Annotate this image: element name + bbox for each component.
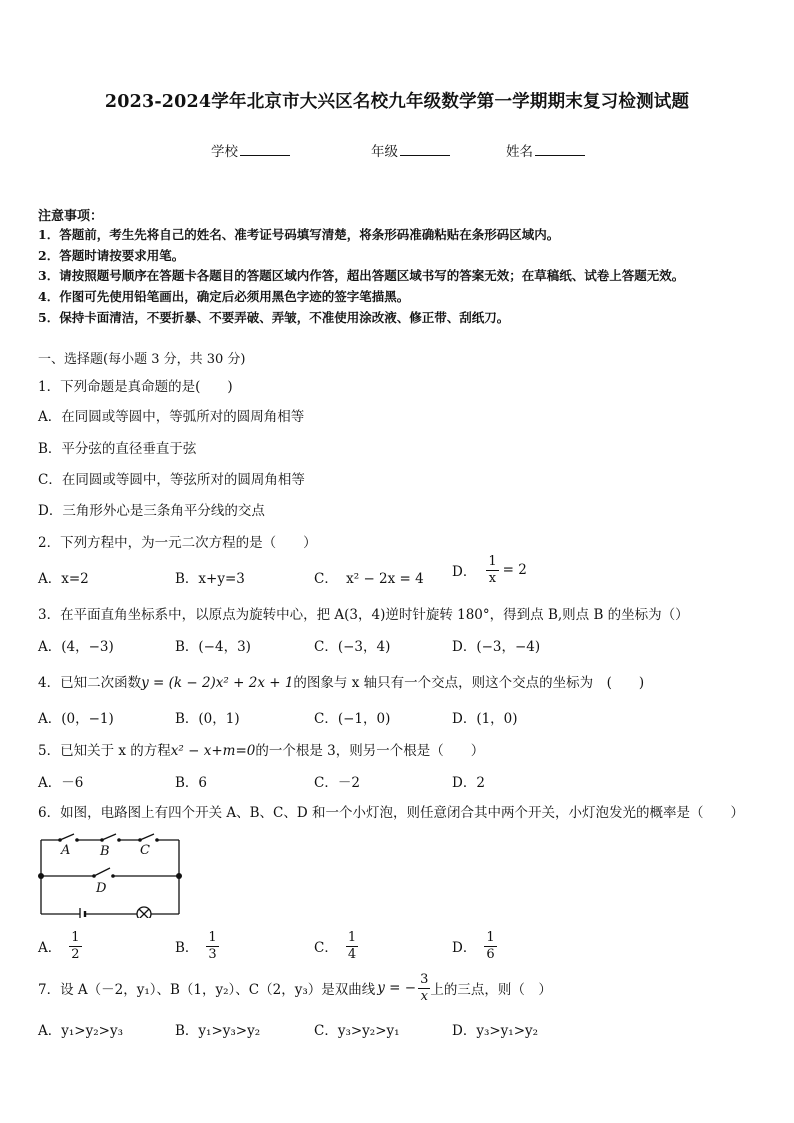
school-blank[interactable] — [240, 143, 290, 156]
option-label: D． — [452, 564, 477, 581]
switch-contact — [58, 838, 62, 842]
stem-text: 4．已知二次函数 — [38, 675, 142, 691]
grade-blank[interactable] — [400, 143, 450, 156]
question-5-option-a[interactable]: A．－6 — [38, 775, 84, 791]
question-5-option-b[interactable]: B．6 — [175, 775, 208, 791]
option-label: A． — [38, 940, 62, 957]
question-3-stem: 3．在平面直角坐标系中，以原点为旋转中心，把 A(3，4)逆时针旋转 180°，得到点 B,则点 B 的坐标为（） — [38, 607, 689, 623]
stem-text: 的一个根是 3，则另一个根是（ ） — [255, 743, 485, 759]
switch-contact — [155, 838, 159, 842]
denominator: 4 — [347, 946, 357, 962]
name-field[interactable] — [506, 140, 585, 160]
fraction — [206, 931, 218, 961]
grade-field[interactable] — [371, 140, 450, 160]
question-4-option-a[interactable]: A．(0，−1) — [38, 711, 114, 727]
question-6-option-a[interactable] — [38, 931, 82, 961]
option-label: C． — [314, 940, 338, 957]
numerator: 1 — [71, 930, 80, 945]
note-item: 1．答题前，考生先将自己的姓名、准考证号码填写清楚，将条形码准确粘贴在条形码区域内。 — [38, 227, 560, 242]
note-item: 2．答题时请按要求用笔。 — [38, 248, 185, 263]
fraction — [418, 973, 430, 1003]
denominator: x — [488, 570, 497, 586]
question-2-option-c[interactable] — [314, 567, 424, 587]
page-title: 2023-2024学年北京市大兴区名校九年级数学第一学期期末复习检测试题 — [104, 92, 690, 112]
school-field[interactable] — [211, 140, 290, 160]
notes-title: 注意事项： — [38, 209, 104, 224]
question-5-stem — [38, 739, 484, 759]
function-expression: y = − — [377, 980, 417, 997]
option-label: D． — [452, 940, 477, 957]
denominator: 2 — [71, 946, 80, 962]
stem-text: 上的三点，则（ ） — [430, 982, 552, 999]
switch-label-b: B — [100, 844, 110, 859]
equation-rest: = 2 — [502, 562, 527, 579]
name-label: 姓名 — [506, 144, 533, 160]
junction-node — [176, 873, 182, 879]
question-1-option-a[interactable]: A．在同圆或等圆中，等弧所对的圆周角相等 — [38, 409, 305, 425]
numerator: 1 — [347, 930, 357, 945]
numerator: 1 — [208, 930, 217, 945]
question-5-option-d[interactable]: D．2 — [452, 775, 485, 791]
question-7-option-a[interactable]: A．y₁>y₂>y₃ — [38, 1023, 123, 1039]
grade-label: 年级 — [371, 144, 398, 160]
question-6-option-b[interactable] — [175, 931, 219, 961]
question-4-option-c[interactable]: C．(−1，0) — [314, 711, 391, 727]
question-6-option-d[interactable] — [452, 931, 497, 961]
question-6-option-c[interactable] — [314, 931, 358, 961]
question-2-option-a[interactable]: A．x=2 — [38, 571, 89, 587]
switch-contact — [138, 838, 142, 842]
denominator: 3 — [208, 946, 217, 962]
equation: x² − 2x = 4 — [346, 571, 424, 587]
switch-label-d: D — [96, 881, 107, 896]
question-4-option-d[interactable]: D．(1，0) — [452, 711, 518, 727]
stem-text: 5．已知关于 x 的方程 — [38, 743, 171, 759]
question-2-option-b[interactable]: B．x+y=3 — [175, 571, 245, 587]
note-item: 4．作图可先使用铅笔画出，确定后必须用黑色字迹的签字笔描黑。 — [38, 289, 410, 304]
fraction — [346, 931, 358, 961]
stem-text: 7．设 A（－2，y₁）、B（1，y₂）、C（2，y₃）是双曲线 — [38, 982, 376, 999]
fraction — [486, 555, 498, 585]
function-expression: y = (k − 2)x² + 2x + 1 — [141, 675, 294, 691]
question-3-option-d[interactable]: D．(−3，−4) — [452, 639, 541, 655]
question-7-option-d[interactable]: D．y₃>y₁>y₂ — [452, 1023, 539, 1039]
question-3-option-c[interactable]: C．(−3，4) — [314, 639, 391, 655]
numerator: 1 — [488, 554, 497, 569]
name-blank[interactable] — [535, 143, 585, 156]
switch-label-a: A — [61, 843, 71, 858]
junction-node — [38, 873, 44, 879]
switch-contact — [117, 838, 121, 842]
question-1-stem: 1．下列命题是真命题的是( ) — [38, 379, 233, 395]
question-2-option-d[interactable] — [452, 555, 527, 585]
question-6-stem: 6．如图，电路图上有四个开关 A、B、C、D 和一个小灯泡，则任意闭合其中两个开关，小灯泡发光的概率是（ ） — [38, 805, 744, 821]
denominator: 6 — [486, 946, 495, 962]
note-item: 3．请按照题号顺序在答题卡各题目的答题区域内作答，超出答题区域书写的答案无效；在草稿纸、试卷上答题无效。 — [38, 268, 685, 283]
switch-contact — [100, 838, 104, 842]
section-heading: 一、选择题(每小题 3 分，共 30 分) — [38, 352, 246, 367]
question-5-option-c[interactable]: C．－2 — [314, 775, 360, 791]
equation-expression: x² − x+m=0 — [170, 743, 256, 759]
circuit-diagram — [30, 826, 190, 918]
denominator: x — [420, 988, 428, 1004]
question-3-option-b[interactable]: B．(−4，3) — [175, 639, 251, 655]
question-4-option-b[interactable]: B．(0，1) — [175, 711, 240, 727]
question-4-stem — [38, 671, 644, 691]
switch-contact — [111, 874, 115, 878]
switch-label-c: C — [140, 843, 150, 858]
question-7-option-b[interactable]: B．y₁>y₃>y₂ — [175, 1023, 261, 1039]
question-1-option-c[interactable]: C．在同圆或等圆中，等弦所对的圆周角相等 — [38, 472, 305, 488]
numerator: 3 — [420, 972, 429, 987]
question-3-option-a[interactable]: A．(4，−3) — [38, 639, 114, 655]
note-item: 5．保持卡面清洁，不要折暴、不要弄破、弄皱，不准使用涂改液、修正带、刮纸刀。 — [38, 310, 510, 325]
question-2-stem: 2．下列方程中，为一元二次方程的是（ ） — [38, 535, 317, 551]
question-1-option-d[interactable]: D．三角形外心是三条角平分线的交点 — [38, 503, 265, 519]
fraction — [484, 931, 496, 961]
question-7-stem — [38, 973, 552, 1003]
numerator: 1 — [486, 930, 495, 945]
switch-contact — [75, 838, 79, 842]
school-label: 学校 — [211, 144, 238, 160]
stem-text: 的图象与 x 轴只有一个交点，则这个交点的坐标为 ( ) — [293, 675, 645, 691]
fraction — [69, 931, 81, 961]
switch-contact — [92, 874, 96, 878]
question-7-option-c[interactable]: C．y₃>y₂>y₁ — [314, 1023, 400, 1039]
question-1-option-b[interactable]: B．平分弦的直径垂直于弦 — [38, 441, 197, 457]
option-label: B． — [175, 940, 199, 957]
option-label: C． — [314, 571, 338, 587]
